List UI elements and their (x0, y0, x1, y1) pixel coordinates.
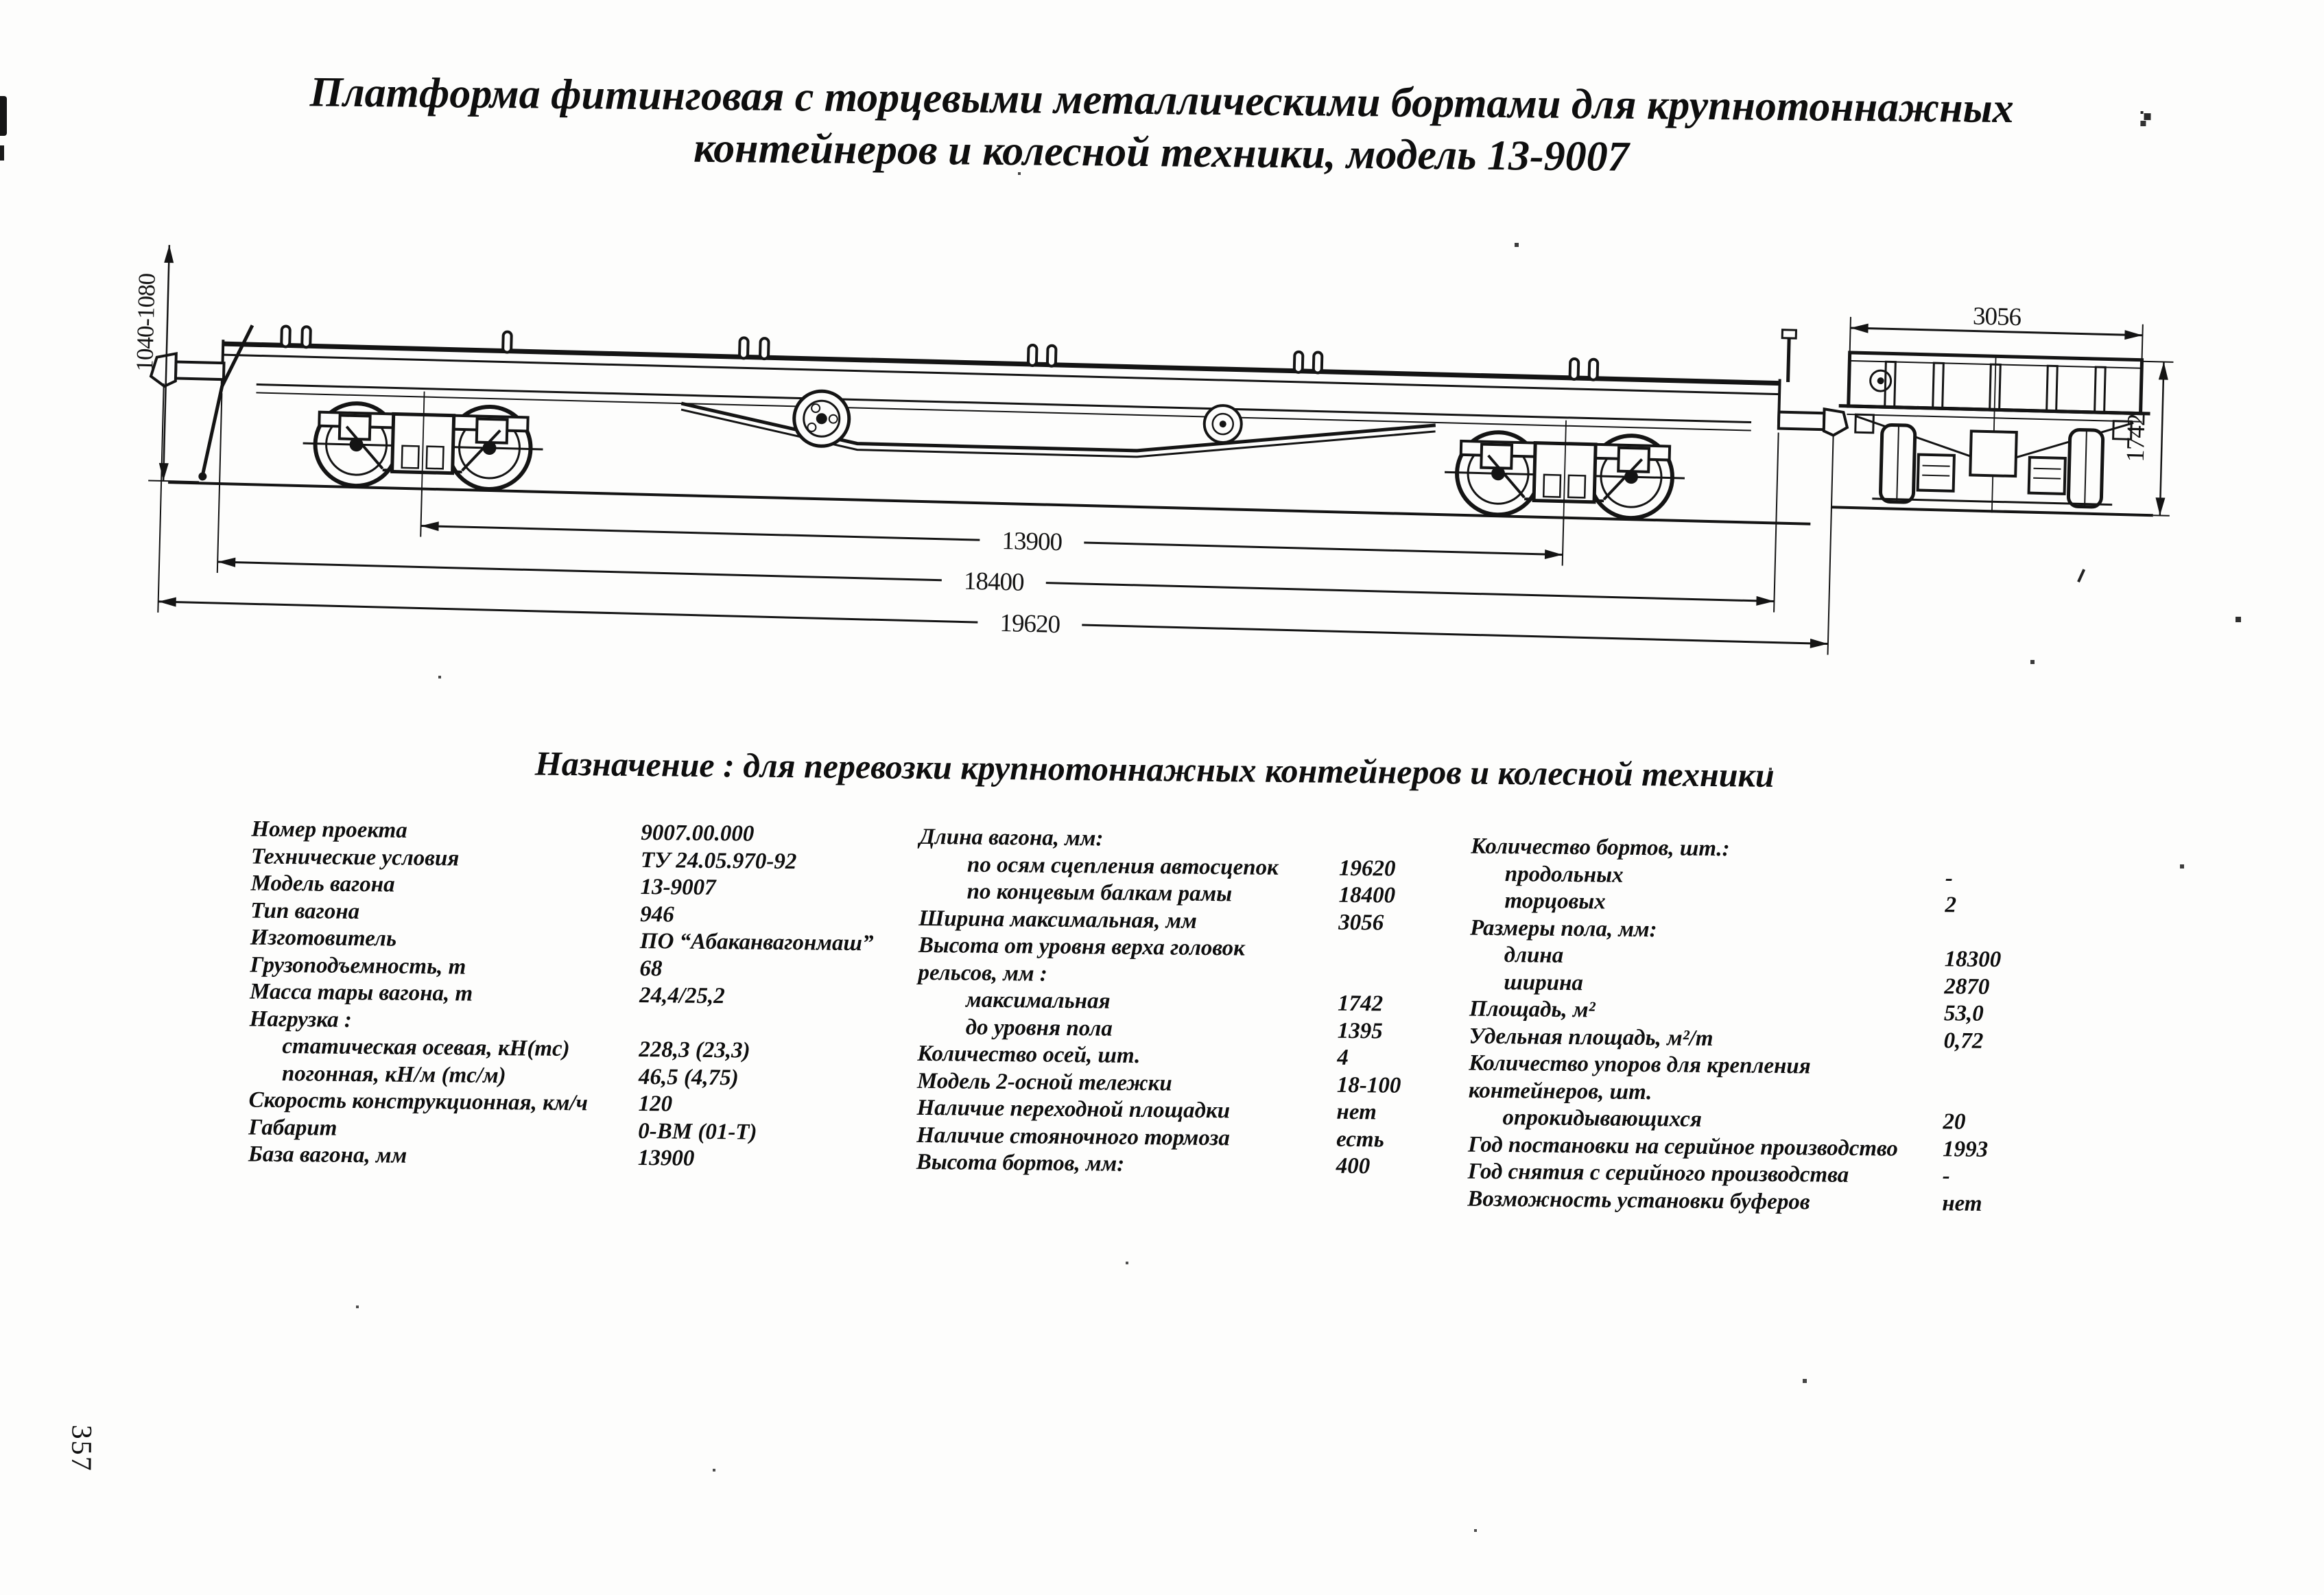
spec-label: погонная, кН/м (тс/м) (281, 1061, 506, 1088)
spec-value: 9007.00.000 (641, 820, 755, 847)
spec-row (1469, 1050, 1899, 1082)
spec-label: База вагона, мм (248, 1142, 407, 1168)
spec-row (250, 843, 797, 874)
spec-label: Наличие переходной площадки (916, 1095, 1231, 1124)
scan-noise (0, 0, 1, 1)
spec-value: 1742 (1337, 991, 1384, 1017)
spec-value: ТУ 24.05.970-92 (640, 847, 797, 874)
spec-row (918, 905, 1384, 936)
spec-label: Длина вагона, мм: (919, 824, 1104, 851)
spec-value: 18400 (1338, 882, 1396, 908)
spec-label: Модель вагона (250, 871, 395, 897)
spec-value: 4 (1337, 1045, 1349, 1070)
spec-value: 53,0 (1943, 1001, 1984, 1026)
spec-label: Количество осей, шт. (917, 1041, 1141, 1069)
spec-label: Номер проекта (251, 816, 407, 843)
spec-value: нет (1336, 1099, 1377, 1125)
spec-label: Нагрузка : (249, 1006, 353, 1032)
brake-cylinder-detail (1204, 405, 1242, 442)
spec-row (249, 1033, 750, 1063)
spec-row (1469, 996, 1984, 1028)
spec-row (918, 878, 1396, 909)
spec-value: нет (1942, 1190, 1982, 1216)
spec-row (248, 1142, 695, 1172)
spec-value: 120 (638, 1091, 673, 1117)
spec-row (1469, 969, 1990, 1000)
spec-label: Высота от уровня верха головок (918, 932, 1246, 961)
spec-value: - (1945, 865, 1954, 890)
spec-value: - (1942, 1163, 1950, 1189)
spec-value: 946 (640, 901, 674, 927)
spec-label: Год снятия с серийного производства (1467, 1159, 1849, 1188)
spec-row (250, 897, 674, 928)
spec-value: 0,72 (1943, 1028, 1984, 1054)
spec-label: статическая осевая, кН(тс) (282, 1034, 570, 1062)
spec-label: Количество упоров для крепления (1469, 1050, 1811, 1079)
spec-row (916, 1095, 1377, 1126)
spec-row (916, 1122, 1384, 1153)
spec-label: контейнеров, шт. (1468, 1078, 1652, 1104)
dimension-coupler-length (158, 588, 1828, 659)
dimension-base (420, 512, 1563, 569)
spec-label: Масса тары вагона, т (249, 979, 473, 1006)
spec-label: Возможность установки буферов (1467, 1186, 1810, 1214)
dim-height-range-label: 1040-1080 (131, 273, 161, 373)
spec-label: Скорость конструкционная, км/ч (248, 1087, 589, 1116)
spec-row (248, 1114, 757, 1145)
spec-column-1 (248, 816, 874, 1172)
purpose-line: Назначение : для перевозки крупнотоннажных контейнеров и колесной техники (534, 744, 1775, 794)
spec-label: Наличие стояночного тормоза (916, 1122, 1230, 1150)
spec-row (1471, 860, 1954, 892)
spec-row (1467, 1131, 1989, 1163)
spec-value: 2870 (1944, 973, 1990, 1000)
spec-label: до уровня пола (965, 1015, 1113, 1041)
dimension-frame-length (217, 548, 1775, 615)
spec-value: 18-100 (1336, 1072, 1401, 1098)
spec-row (919, 851, 1396, 882)
spec-label: длина (1504, 943, 1564, 968)
spec-row (1470, 914, 1900, 946)
brake-wheel-detail (794, 390, 850, 447)
spec-value: 46,5 (4,75) (638, 1064, 739, 1090)
spec-row (917, 1041, 1349, 1072)
spec-row (1469, 1077, 1899, 1109)
spec-label: опрокидывающихся (1502, 1105, 1703, 1132)
coupler-right (1779, 330, 1850, 436)
spec-label: Количество бортов, шт.: (1471, 834, 1730, 862)
spec-label: по концевым балкам рамы (967, 879, 1233, 907)
spec-row (250, 871, 716, 901)
end-view (1831, 298, 2175, 517)
spec-row (250, 925, 874, 956)
spec-label: Габарит (248, 1115, 337, 1141)
side-view (125, 244, 1851, 659)
spec-row (1470, 888, 1957, 919)
spec-row (249, 979, 725, 1009)
spec-value: 13900 (637, 1146, 695, 1171)
spec-value: 228,3 (23,3) (639, 1037, 750, 1063)
spec-row (1471, 834, 1901, 865)
spec-value: 20 (1943, 1109, 1966, 1135)
spec-label: Грузоподъемность, т (250, 952, 466, 980)
spec-row (918, 932, 1278, 963)
spec-row (1468, 1104, 1966, 1136)
spec-row (918, 986, 1384, 1017)
spec-label: Тип вагона (250, 898, 360, 924)
spec-label: Ширина максимальная, мм (918, 906, 1198, 934)
spec-label: Удельная площадь, м²/т (1469, 1024, 1714, 1051)
spec-value: 1993 (1942, 1136, 1989, 1162)
title-line-1: Платформа фитинговая с торцевыми металлическими бортами для крупнотоннажных (309, 69, 2015, 132)
spec-value: 18300 (1944, 947, 2002, 973)
spec-value: 400 (1336, 1153, 1371, 1179)
spec-value: есть (1336, 1126, 1384, 1152)
spec-label: Размеры пола, мм: (1469, 915, 1657, 942)
spec-value: 2 (1945, 893, 1957, 918)
spec-row (248, 1087, 673, 1118)
spec-label: по осям сцепления автосцепок (967, 852, 1279, 880)
spec-row (1470, 942, 2002, 973)
spec-label: Модель 2-осной тележки (916, 1068, 1172, 1096)
spec-label: продольных (1504, 861, 1624, 888)
spec-value: 24,4/25,2 (639, 983, 725, 1009)
scan-artifact (2141, 111, 2144, 114)
spec-label: Площадь, м² (1469, 996, 1596, 1023)
spec-row (251, 816, 755, 847)
spec-label: Высота бортов, мм: (916, 1149, 1125, 1177)
spec-row (1467, 1185, 1982, 1217)
page-number: 357 (64, 1424, 97, 1472)
spec-row (916, 1149, 1371, 1180)
spec-value: 3056 (1338, 910, 1384, 935)
dim-height-max-label: 1742 (2121, 414, 2151, 463)
spec-value: 13-9007 (640, 875, 716, 901)
spec-value: 19620 (1338, 855, 1396, 882)
spec-row (916, 1067, 1401, 1098)
dim-width-label: 3056 (1972, 302, 2021, 332)
spec-value: 0-ВМ (01-Т) (638, 1118, 757, 1145)
spec-value: ПО “Абаканвагонмаш” (639, 929, 874, 956)
spec-label: максимальная (965, 987, 1111, 1014)
spec-column-2 (916, 824, 1401, 1180)
spec-label: ширина (1504, 969, 1584, 995)
dim-base-label: 13900 (1001, 526, 1063, 557)
scan-edge-mark (0, 145, 4, 161)
spec-label: рельсов, мм : (918, 960, 1047, 986)
spec-row (249, 1060, 739, 1090)
spec-label: торцовых (1504, 888, 1606, 914)
title-line-2: контейнеров и колесной техники, модель 13-9007 (693, 124, 1630, 180)
dim-coupler-length-label: 19620 (999, 609, 1060, 639)
spec-label: Год постановки на серийное производство (1467, 1132, 1899, 1161)
spec-value: 1395 (1337, 1018, 1383, 1043)
spec-label: Технические условия (250, 844, 460, 871)
spec-value: 68 (639, 956, 663, 981)
spec-row (250, 1006, 589, 1036)
dim-frame-length-label: 18400 (963, 567, 1025, 597)
spec-label: Изготовитель (250, 925, 397, 952)
scan-edge-mark (0, 96, 7, 136)
spec-row (250, 952, 663, 982)
spec-row (919, 824, 1279, 855)
spec-column-3 (1467, 834, 2002, 1217)
technical-drawing (0, 0, 2324, 715)
spec-row (918, 1013, 1383, 1044)
spec-row (1467, 1159, 1950, 1190)
spec-row (918, 959, 1277, 990)
spec-row (1469, 1023, 1984, 1054)
